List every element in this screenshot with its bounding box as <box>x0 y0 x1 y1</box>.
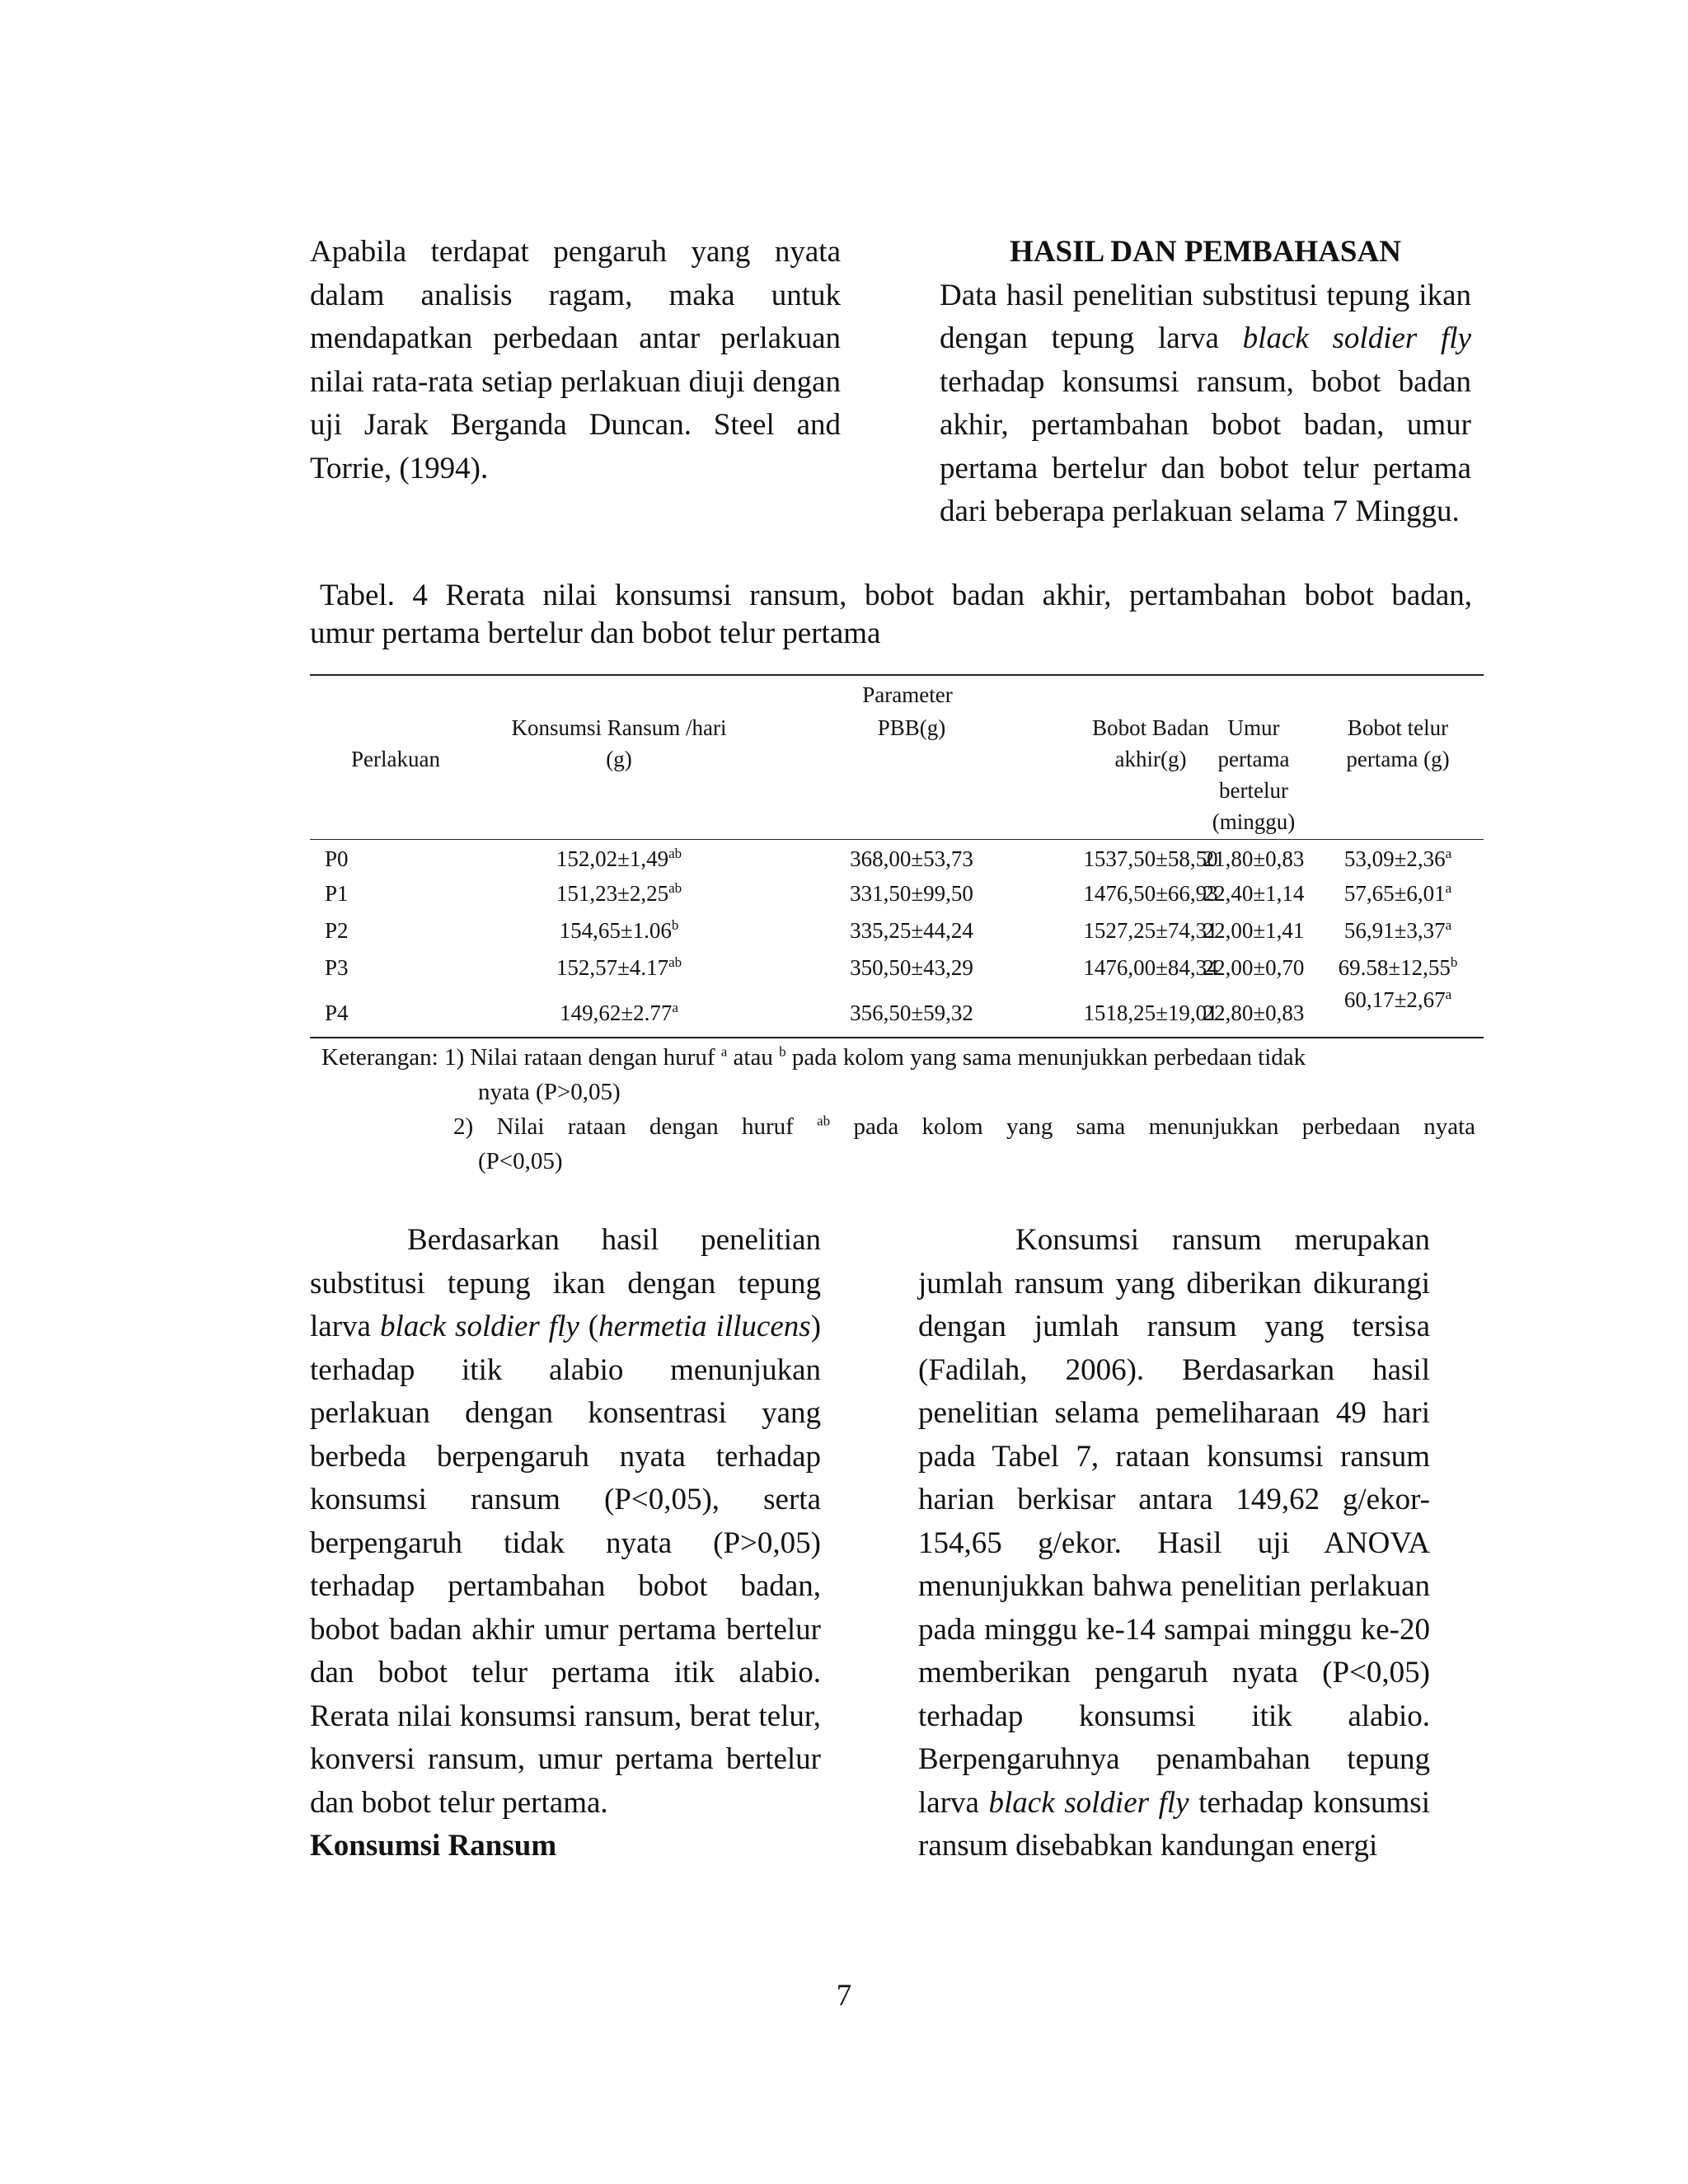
cell-umur <box>1184 878 1324 909</box>
cell-konsumsi <box>475 843 763 874</box>
cell-bobot-telur-value: 57,65±6,01 <box>1343 881 1446 906</box>
cell-pbb <box>788 878 1035 909</box>
cell-bobot-telur-notation: a <box>1445 917 1452 933</box>
cell-umur <box>1184 952 1324 983</box>
cell-bobot-telur <box>1324 843 1472 874</box>
top-right-column <box>940 231 1471 534</box>
cell-bobot-badan-value: 1537,50±58,50 <box>1083 846 1218 871</box>
cell-konsumsi <box>475 952 763 983</box>
cell-bobot-telur <box>1324 915 1472 946</box>
table-footnotes <box>321 1040 1475 1179</box>
cell-konsumsi-value: 152,57±4.17 <box>556 955 669 980</box>
column-header-bobot-telur-line-1: Bobot telur <box>1347 715 1449 740</box>
top-left-column <box>310 231 841 490</box>
table-row <box>310 952 1484 987</box>
cell-konsumsi-notation: b <box>671 917 679 933</box>
row-label: P4 <box>325 1001 349 1025</box>
cell-bobot-telur <box>1324 878 1472 909</box>
cell-bobot-telur-value: 53,09±2,36 <box>1343 846 1446 871</box>
discussion-paragraph <box>310 1219 821 1825</box>
results-intro-text-1: Data hasil penelitian substitusi tepung ikan dengan tepung larva <box>940 278 1471 355</box>
cell-bobot-telur-value: 60,17±2,67 <box>1343 987 1446 1012</box>
footnote-2-text-b: pada kolom yang sama menunjukkan perbedaan nyata <box>830 1113 1476 1140</box>
cell-konsumsi-value: 151,23±2,25 <box>556 881 669 906</box>
column-header-umur <box>1184 712 1324 837</box>
footnote-1-text-b: atau <box>727 1044 780 1071</box>
methods-paragraph: Apabila terdapat pengaruh yang nyata dalam analisis ragam, maka untuk mendapatkan perbedaan antar perlakuan nilai rata-rata setiap perlakuan diuji dengan uji Jarak Berganda Duncan. Steel and Torrie, (1994). <box>310 235 841 485</box>
footnote-2-sup: ab <box>817 1113 831 1129</box>
cell-pbb <box>788 952 1035 983</box>
footnote-1 <box>321 1040 1475 1075</box>
cell-pbb <box>788 997 1035 1029</box>
footnote-1-text-a: Keterangan: 1) Nilai rataan dengan huruf <box>321 1044 721 1071</box>
table-top-rule <box>310 674 1484 676</box>
cell-bobot-badan-value: 1476,00±84,34 <box>1083 955 1218 980</box>
table-row <box>310 878 1484 912</box>
footnote-1-continuation: nyata (P>0,05) <box>478 1079 621 1105</box>
row-label: P1 <box>325 881 349 906</box>
footnote-1-text-c: pada kolom yang sama menunjukkan perbedaan tidak <box>785 1044 1306 1071</box>
cell-bobot-telur-notation: a <box>1445 880 1452 896</box>
cell-konsumsi-notation: ab <box>668 880 682 896</box>
cell-konsumsi <box>475 997 763 1029</box>
cell-bobot-telur-value: 69.58±12,55 <box>1338 955 1451 980</box>
cell-umur-value: 22,40±1,14 <box>1203 881 1305 906</box>
cell-konsumsi-value: 149,62±2.77 <box>560 1001 673 1025</box>
konsumsi-italic: black soldier fly <box>988 1785 1189 1820</box>
column-header-pbb-line-1: PBB(g) <box>877 715 946 740</box>
column-header-konsumsi-line-2: (g) <box>606 747 632 771</box>
column-header-pbb <box>788 712 1035 743</box>
cell-umur-value: 22,80±0,83 <box>1203 1001 1305 1025</box>
cell-bobot-telur <box>1324 984 1472 1015</box>
table-row <box>310 915 1484 949</box>
discussion-italic-1: black soldier fly <box>379 1310 579 1343</box>
cell-umur-value: 22,00±1,41 <box>1203 918 1305 943</box>
cell-bobot-telur <box>1324 952 1472 983</box>
cell-bobot-badan-value: 1476,50±66,93 <box>1083 881 1218 906</box>
cell-pbb <box>788 843 1035 874</box>
cell-pbb-value: 331,50±99,50 <box>850 881 973 906</box>
discussion-italic-2: hermetia illucens <box>598 1310 811 1343</box>
cell-konsumsi-value: 152,02±1,49 <box>556 846 669 871</box>
footnote-1-sup-b: b <box>779 1043 786 1060</box>
cell-umur <box>1184 843 1324 874</box>
column-header-konsumsi-line-1: Konsumsi Ransum /hari <box>511 715 727 740</box>
konsumsi-paragraph <box>918 1219 1430 1868</box>
column-header-umur-line-1: Umur <box>1227 715 1280 740</box>
cell-bobot-badan-value: 1518,25±19,01 <box>1083 1001 1218 1025</box>
footnote-1-sup-a: a <box>720 1043 728 1060</box>
cell-konsumsi-value: 154,65±1.06 <box>559 918 672 943</box>
table-group-header: Parameter <box>862 682 953 707</box>
cell-bobot-telur-notation: a <box>1445 846 1452 861</box>
konsumsi-text-a: Konsumsi ransum merupakan jumlah ransum yang diberikan dikurangi dengan jumlah ransum yang tersisa (Fadilah, 2006). Berdasarkan hasil penelitian selama pemeliharaan 49 hari pada Tabel 7, rataan konsumsi ransum harian berkisar antara 149,62 g/ekor- 154,65 g/ekor. Hasil uji ANOVA menunjukkan bahwa penelitian perlakuan pada minggu ke-14 sampai minggu ke-20 memberikan pengaruh nyata (P<0,05) terhadap konsumsi itik alabio. Berpengaruhnya penambahan tepung larva <box>918 1223 1430 1820</box>
bottom-right-column <box>918 1219 1430 1868</box>
column-header-bobot-telur-line-2: pertama (g) <box>1346 747 1450 771</box>
cell-konsumsi-notation: ab <box>668 846 682 861</box>
cell-pbb-value: 335,25±44,24 <box>850 918 973 943</box>
table-row <box>310 843 1484 878</box>
table-row-header: Perlakuan <box>351 747 440 771</box>
table-caption <box>310 577 1472 653</box>
row-label: P0 <box>325 846 349 871</box>
cell-bobot-badan-value: 1527,25±74,31 <box>1083 918 1218 943</box>
section-heading-results: HASIL DAN PEMBAHASAN <box>1010 235 1401 269</box>
discussion-text-b: ( <box>579 1310 599 1343</box>
row-label: P2 <box>325 918 349 943</box>
discussion-text-c: ) terhadap itik alabio menunjukan perlakuan dengan konsentrasi yang berbeda berpengaruh nyata terhadap konsumsi ransum (P<0,05), serta berpengaruh tidak nyata (P>0,05) terhadap pertambahan bobot badan, bobot badan akhir umur pertama bertelur dan bobot telur pertama itik alabio. Rerata nilai konsumsi ransum, berat telur, konversi ransum, umur pertama bertelur dan bobot telur pertama. <box>310 1310 822 1820</box>
table-header-rule <box>310 839 1484 840</box>
cell-pbb-value: 350,50±43,29 <box>850 955 973 980</box>
column-header-bobot-badan-line-1: Bobot Badan <box>1092 715 1209 740</box>
column-header-umur-line-2: pertama <box>1217 747 1290 771</box>
cell-konsumsi-notation: a <box>672 1000 678 1015</box>
cell-bobot-telur-value: 56,91±3,37 <box>1343 918 1446 943</box>
results-intro-text-2: terhadap konsumsi ransum, bobot badan akhir, pertambahan bobot badan, umur pertama bertelur dan bobot telur pertama dari beberapa perlakuan selama 7 Minggu. <box>940 364 1471 528</box>
row-label: P3 <box>325 955 349 980</box>
column-header-konsumsi <box>475 712 763 775</box>
cell-umur <box>1184 915 1324 946</box>
cell-konsumsi-notation: ab <box>668 954 682 970</box>
cell-bobot-telur-notation: a <box>1445 987 1452 1002</box>
cell-pbb <box>788 915 1035 946</box>
column-header-bobot-badan-line-2: akhir(g) <box>1114 747 1187 771</box>
cell-umur <box>1184 997 1324 1029</box>
table-caption-line-1: Tabel. 4 Rerata nilai konsumsi ransum, bobot badan akhir, pertambahan bobot badan, <box>320 579 1472 612</box>
column-header-umur-line-4: (minggu) <box>1212 809 1296 834</box>
table-caption-line-2: umur pertama bertelur dan bobot telur pertama <box>310 616 881 650</box>
table-bottom-rule <box>310 1037 1484 1038</box>
cell-konsumsi <box>475 915 763 946</box>
footnote-2-text-a: 2) Nilai rataan dengan huruf <box>453 1113 818 1140</box>
subheading-konsumsi-ransum: Konsumsi Ransum <box>310 1829 557 1863</box>
table-row <box>310 987 1484 1032</box>
column-header-umur-line-3: bertelur <box>1219 778 1288 803</box>
cell-bobot-telur-notation: b <box>1450 954 1458 970</box>
page-number: 7 <box>836 1979 852 2013</box>
konsumsi-text-b: terhadap konsumsi ransum disebabkan kandungan energi <box>918 1785 1430 1863</box>
cell-umur-value: 21,80±0,83 <box>1203 846 1305 871</box>
cell-pbb-value: 368,00±53,73 <box>850 846 973 871</box>
cell-umur-value: 22,00±0,70 <box>1203 955 1305 980</box>
results-intro-paragraph <box>940 274 1471 534</box>
column-header-bobot-telur <box>1324 712 1472 775</box>
cell-konsumsi <box>475 878 763 909</box>
cell-pbb-value: 356,50±59,32 <box>850 1001 973 1025</box>
footnote-2-continuation: (P<0,05) <box>478 1148 563 1174</box>
discussion-text-a: Berdasarkan hasil penelitian substitusi tepung ikan dengan tepung larva <box>310 1223 821 1343</box>
footnote-2 <box>321 1109 1475 1144</box>
results-intro-italic: black soldier fly <box>1242 321 1472 355</box>
bottom-left-column <box>310 1219 821 1868</box>
